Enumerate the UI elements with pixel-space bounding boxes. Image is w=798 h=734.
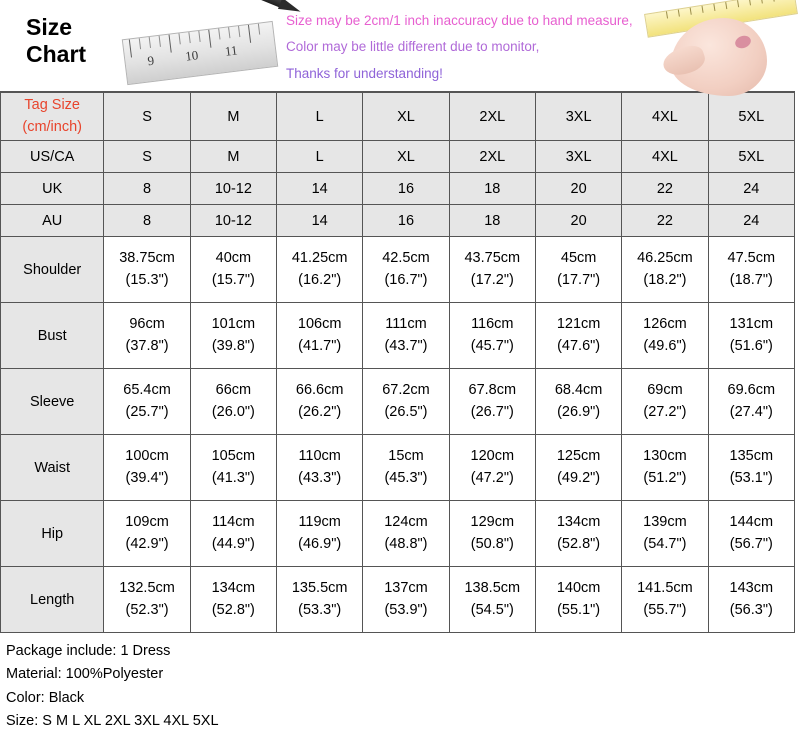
- table-cell: [104, 303, 190, 369]
- cell-line: 121cm: [556, 315, 601, 332]
- ruler-number-10: 10: [184, 47, 200, 64]
- table-cell: [104, 435, 190, 501]
- table-cell: 16: [363, 173, 449, 205]
- table-cell: 5XL: [708, 141, 794, 173]
- cell-line: 135cm: [729, 447, 774, 464]
- cell-line: 68.4cm: [554, 381, 603, 398]
- note-line-2: Color may be little different due to monitor,: [286, 39, 540, 55]
- cell-line: (26.5"): [384, 403, 428, 420]
- cell-line: (26.2"): [298, 403, 342, 420]
- row-label-line: Tag Size: [24, 96, 80, 113]
- table-row: [1, 567, 795, 633]
- table-row: [1, 173, 795, 205]
- note-line-3: Thanks for understanding!: [286, 65, 443, 81]
- cell-line: 41.25cm: [291, 249, 348, 266]
- table-cell: [363, 369, 449, 435]
- hand-measuring-icon: [611, 0, 791, 91]
- table-cell: [449, 435, 535, 501]
- cell-line: 144cm: [729, 513, 774, 530]
- table-cell: 22: [622, 205, 708, 237]
- cell-line: 134cm: [211, 579, 256, 596]
- table-cell: [535, 501, 621, 567]
- row-label: Bust: [1, 303, 104, 369]
- cell-line: 132.5cm: [119, 579, 175, 596]
- cell-line: 101cm: [211, 315, 256, 332]
- note-line-1: Size may be 2cm/1 inch inaccuracy due to hand measure,: [286, 13, 633, 28]
- cell-line: (52.3"): [125, 601, 169, 618]
- cell-line: (27.2"): [643, 403, 687, 420]
- detail-size: Size: S M L XL 2XL 3XL 4XL 5XL: [6, 713, 219, 730]
- table-cell: [622, 237, 708, 303]
- table-cell: [277, 435, 363, 501]
- table-cell: 5XL: [708, 93, 794, 141]
- cell-line: 15cm: [388, 447, 424, 464]
- row-label: Length: [1, 567, 104, 633]
- cell-line: 131cm: [729, 315, 774, 332]
- table-row: [1, 435, 795, 501]
- table-cell: [708, 237, 794, 303]
- cell-line: (53.3"): [298, 601, 342, 618]
- table-cell: [190, 567, 276, 633]
- table-cell: 14: [277, 205, 363, 237]
- cell-line: (17.7"): [557, 271, 601, 288]
- table-cell: [363, 435, 449, 501]
- ruler-number-11: 11: [224, 42, 239, 59]
- cell-line: 47.5cm: [727, 249, 776, 266]
- table-cell: XL: [363, 141, 449, 173]
- cell-line: 119cm: [298, 513, 341, 530]
- cell-line: (15.7"): [211, 271, 255, 288]
- table-cell: [190, 303, 276, 369]
- cell-line: 96cm: [129, 315, 165, 332]
- table-cell: 2XL: [449, 93, 535, 141]
- table-cell: 8: [104, 173, 190, 205]
- cell-line: 69.6cm: [727, 381, 776, 398]
- cell-line: 67.2cm: [382, 381, 430, 398]
- table-cell: [363, 303, 449, 369]
- cell-line: 120cm: [470, 447, 515, 464]
- table-cell: [622, 501, 708, 567]
- table-cell: 24: [708, 205, 794, 237]
- cell-line: 66.6cm: [295, 381, 344, 398]
- table-cell: M: [190, 141, 276, 173]
- cell-line: 45cm: [560, 249, 597, 266]
- cell-line: (15.3"): [125, 271, 169, 288]
- table-cell: 3XL: [535, 93, 621, 141]
- cell-line: (56.3"): [729, 601, 773, 618]
- cell-line: (17.2"): [470, 271, 514, 288]
- table-cell: [190, 501, 276, 567]
- cell-line: (51.6"): [729, 337, 773, 354]
- table-cell: [622, 567, 708, 633]
- cell-line: (45.7"): [470, 337, 514, 354]
- cell-line: 66cm: [215, 381, 252, 398]
- table-row: [1, 93, 795, 141]
- ruler-icon: [120, 0, 280, 91]
- detail-color: Color: Black: [6, 689, 85, 706]
- cell-line: (43.7"): [384, 337, 428, 354]
- table-cell: XL: [363, 93, 449, 141]
- cell-line: 140cm: [556, 579, 601, 596]
- cell-line: (54.5"): [470, 601, 514, 618]
- cell-line: 141.5cm: [637, 579, 693, 596]
- cell-line: 111cm: [385, 315, 427, 332]
- table-cell: [277, 303, 363, 369]
- cell-line: (37.8"): [125, 337, 169, 354]
- table-cell: [535, 237, 621, 303]
- cell-line: 124cm: [384, 513, 428, 530]
- cell-line: (18.7"): [729, 271, 773, 288]
- table-cell: [363, 237, 449, 303]
- cell-line: (55.7"): [643, 601, 687, 618]
- detail-package: Package include: 1 Dress: [6, 643, 171, 659]
- table-cell: 4XL: [622, 93, 708, 141]
- table-cell: 16: [363, 205, 449, 237]
- table-cell: [277, 501, 363, 567]
- cell-line: (50.8"): [470, 535, 514, 552]
- table-cell: 3XL: [535, 141, 621, 173]
- table-row: [1, 303, 795, 369]
- cell-line: (47.2"): [470, 469, 514, 486]
- cell-line: (18.2"): [643, 271, 687, 288]
- cell-line: (26.9"): [557, 403, 601, 420]
- cell-line: 38.75cm: [119, 249, 175, 266]
- table-cell: [190, 237, 276, 303]
- cell-line: (39.8"): [211, 337, 255, 354]
- table-cell: 22: [622, 173, 708, 205]
- cell-line: (27.4"): [729, 403, 773, 420]
- cell-line: 130cm: [643, 447, 687, 464]
- size-table: [0, 92, 795, 633]
- detail-material: Material: 100%Polyester: [6, 666, 164, 683]
- cell-line: (39.4"): [125, 469, 169, 486]
- cell-line: 138.5cm: [464, 579, 521, 596]
- table-cell: M: [190, 93, 276, 141]
- cell-line: (48.8"): [384, 535, 428, 552]
- table-cell: 14: [277, 173, 363, 205]
- ruler-number-9: 9: [146, 52, 155, 69]
- cell-line: (42.9"): [125, 535, 169, 552]
- cell-line: 110cm: [298, 447, 341, 464]
- table-cell: 10-12: [190, 173, 276, 205]
- table-cell: 20: [535, 205, 621, 237]
- cell-line: (16.2"): [298, 271, 342, 288]
- cell-line: (44.9"): [211, 535, 255, 552]
- cell-line: 100cm: [125, 447, 169, 464]
- cell-line: 67.8cm: [468, 381, 517, 398]
- cell-line: 134cm: [556, 513, 601, 530]
- table-cell: [622, 435, 708, 501]
- cell-line: (56.7"): [729, 535, 773, 552]
- table-cell: L: [277, 141, 363, 173]
- page-title: Size Chart: [26, 14, 87, 68]
- table-cell: 2XL: [449, 141, 535, 173]
- cell-line: (46.9"): [298, 535, 342, 552]
- disclaimer-note: [286, 8, 633, 87]
- table-row: [1, 237, 795, 303]
- row-label: Shoulder: [1, 237, 104, 303]
- row-label: Sleeve: [1, 369, 104, 435]
- table-cell: [535, 567, 621, 633]
- cell-line: (52.8"): [211, 601, 255, 618]
- cell-line: (55.1"): [557, 601, 601, 618]
- cell-line: 43.75cm: [464, 249, 521, 266]
- cell-line: (41.3"): [211, 469, 255, 486]
- table-cell: [622, 303, 708, 369]
- cell-line: 125cm: [556, 447, 601, 464]
- cell-line: 116cm: [471, 315, 514, 332]
- cell-line: (25.7"): [125, 403, 169, 420]
- table-cell: L: [277, 93, 363, 141]
- cell-line: 143cm: [729, 579, 774, 596]
- table-cell: [535, 435, 621, 501]
- table-cell: 4XL: [622, 141, 708, 173]
- row-label: UK: [1, 173, 104, 205]
- header-banner: [0, 0, 795, 92]
- table-cell: [535, 369, 621, 435]
- table-row: [1, 205, 795, 237]
- cell-line: 129cm: [470, 513, 515, 530]
- cell-line: 106cm: [297, 315, 342, 332]
- table-cell: S: [104, 93, 190, 141]
- row-label-line: (cm/inch): [22, 118, 82, 135]
- cell-line: (51.2"): [643, 469, 687, 486]
- cell-line: 126cm: [643, 315, 687, 332]
- table-row: [1, 369, 795, 435]
- table-row: [1, 501, 795, 567]
- cell-line: (53.9"): [384, 601, 428, 618]
- row-label: US/CA: [1, 141, 104, 173]
- cell-line: 137cm: [384, 579, 428, 596]
- table-cell: [190, 369, 276, 435]
- ruler-body: [122, 21, 278, 85]
- table-cell: [535, 303, 621, 369]
- cell-line: 65.4cm: [123, 381, 171, 398]
- table-cell: [104, 501, 190, 567]
- table-cell: [622, 369, 708, 435]
- table-cell: [363, 567, 449, 633]
- table-cell: [277, 237, 363, 303]
- table-cell: [190, 435, 276, 501]
- cell-line: (52.8"): [557, 535, 601, 552]
- table-row: [1, 141, 795, 173]
- cell-line: (49.2"): [557, 469, 601, 486]
- cell-line: 109cm: [125, 513, 169, 530]
- table-cell: 24: [708, 173, 794, 205]
- table-cell: 18: [449, 173, 535, 205]
- cell-line: (26.7"): [470, 403, 514, 420]
- cell-line: 114cm: [212, 513, 255, 530]
- table-cell: 10-12: [190, 205, 276, 237]
- table-cell: [104, 369, 190, 435]
- row-label: Waist: [1, 435, 104, 501]
- table-cell: [104, 567, 190, 633]
- table-cell: [449, 237, 535, 303]
- cell-line: 46.25cm: [637, 249, 693, 266]
- cell-line: (54.7"): [643, 535, 687, 552]
- cell-line: (26.0"): [211, 403, 255, 420]
- row-label: [1, 93, 104, 141]
- table-cell: [708, 369, 794, 435]
- row-label: Hip: [1, 501, 104, 567]
- table-cell: [449, 501, 535, 567]
- table-cell: [277, 567, 363, 633]
- cell-line: (41.7"): [298, 337, 342, 354]
- cell-line: 139cm: [643, 513, 687, 530]
- cell-line: (53.1"): [729, 469, 773, 486]
- table-cell: [449, 369, 535, 435]
- cell-line: (43.3"): [298, 469, 342, 486]
- cell-line: 135.5cm: [291, 579, 348, 596]
- row-label: AU: [1, 205, 104, 237]
- table-cell: 18: [449, 205, 535, 237]
- table-cell: [104, 237, 190, 303]
- table-cell: 8: [104, 205, 190, 237]
- cell-line: 69cm: [647, 381, 683, 398]
- product-details: [0, 633, 795, 734]
- cell-line: (45.3"): [384, 469, 428, 486]
- cell-line: (16.7"): [384, 271, 428, 288]
- cell-line: 40cm: [215, 249, 252, 266]
- table-cell: [708, 303, 794, 369]
- table-cell: [708, 501, 794, 567]
- cell-line: (47.6"): [557, 337, 601, 354]
- cell-line: (49.6"): [643, 337, 687, 354]
- table-cell: [449, 567, 535, 633]
- table-cell: [708, 435, 794, 501]
- table-cell: [277, 369, 363, 435]
- table-cell: S: [104, 141, 190, 173]
- table-cell: [708, 567, 794, 633]
- cell-line: 42.5cm: [382, 249, 430, 266]
- table-cell: 20: [535, 173, 621, 205]
- table-cell: [363, 501, 449, 567]
- table-cell: [449, 303, 535, 369]
- cell-line: 105cm: [211, 447, 256, 464]
